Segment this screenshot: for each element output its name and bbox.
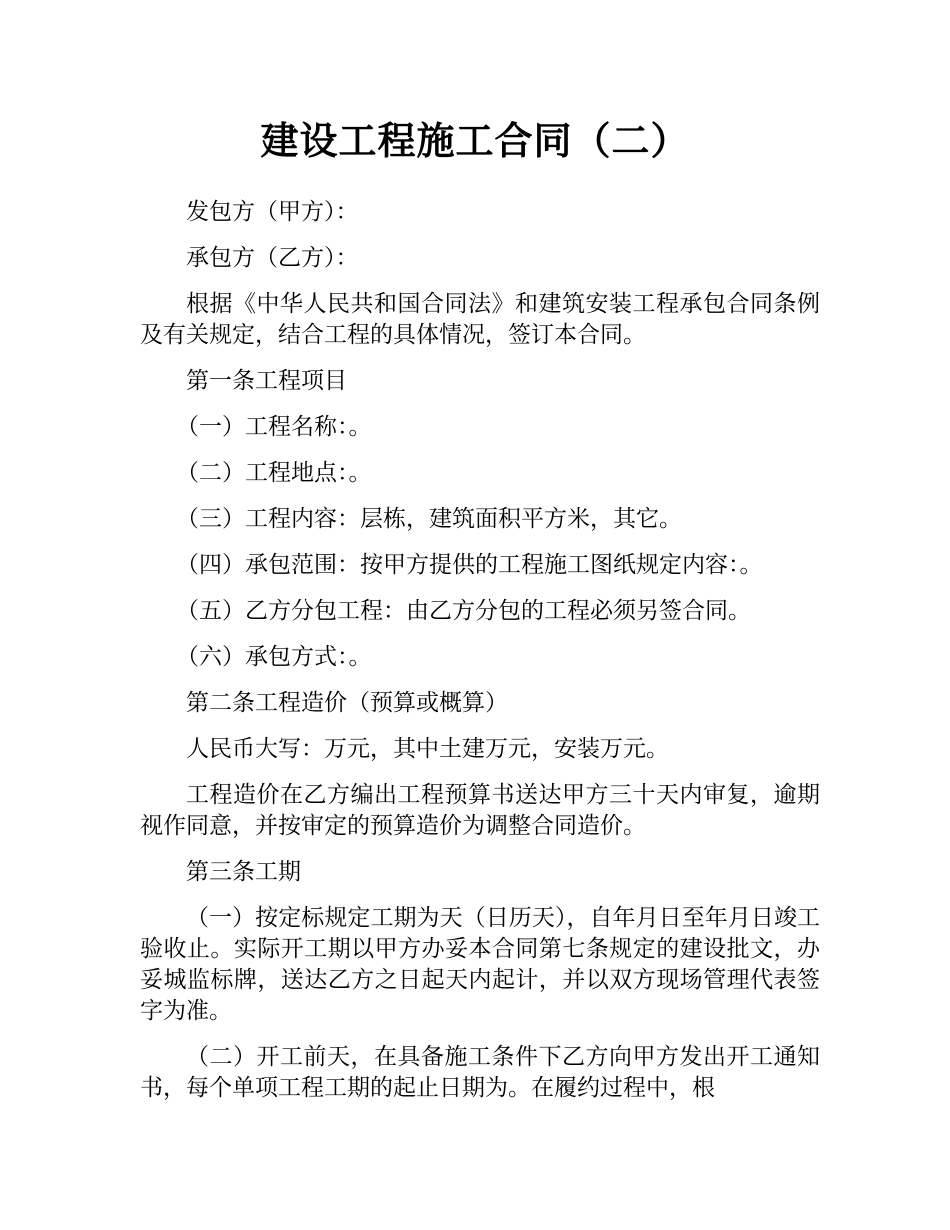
- paragraph-schedule-2: （二）开工前天，在具备施工条件下乙方向甲方发出开工通知书，每个单项工程工期的起止日期为。在履约过程中，根: [140, 1044, 820, 1101]
- paragraph-price-review: 工程造价在乙方编出工程预算书送达甲方三十天内审复，逾期视作同意，并按审定的预算造价为调整合同造价。: [140, 782, 820, 839]
- heading-article-1: 第一条工程项目: [186, 368, 347, 394]
- paragraph-price-amount: 人民币大写：万元，其中土建万元，安装万元。: [186, 736, 669, 762]
- paragraph-preamble: 根据《中华人民共和国合同法》和建筑安装工程承包合同条例及有关规定，结合工程的具体情况，签订本合同。: [140, 291, 820, 348]
- document-title: 建设工程施工合同（二）: [260, 119, 690, 163]
- paragraph-project-content: （三）工程内容：层栋，建筑面积平方米，其它。: [176, 506, 682, 532]
- paragraph-employer: 发包方（甲方）：: [186, 199, 359, 225]
- paragraph-contract-scope: （四）承包范围：按甲方提供的工程施工图纸规定内容：。: [176, 552, 763, 578]
- paragraph-project-location: （二）工程地点：。: [176, 460, 372, 486]
- paragraph-project-name: （一）工程名称：。: [176, 414, 372, 440]
- document-body: [140, 197, 820, 1119]
- heading-article-2: 第二条工程造价（预算或概算）: [186, 690, 508, 716]
- paragraph-schedule-1: （一）按定标规定工期为天（日历天），自年月日至年月日竣工验收止。实际开工期以甲方办妥本合同第七条规定的建设批文，办妥城监标牌，送达乙方之日起天内起计，并以双方现场管理代表签字为准。: [140, 905, 820, 1024]
- paragraph-contract-method: （六）承包方式：。: [176, 644, 372, 670]
- paragraph-subcontract: （五）乙方分包工程：由乙方分包的工程必须另签合同。: [176, 598, 751, 624]
- heading-article-3: 第三条工期: [186, 859, 301, 885]
- paragraph-contractor: 承包方（乙方）：: [186, 245, 359, 271]
